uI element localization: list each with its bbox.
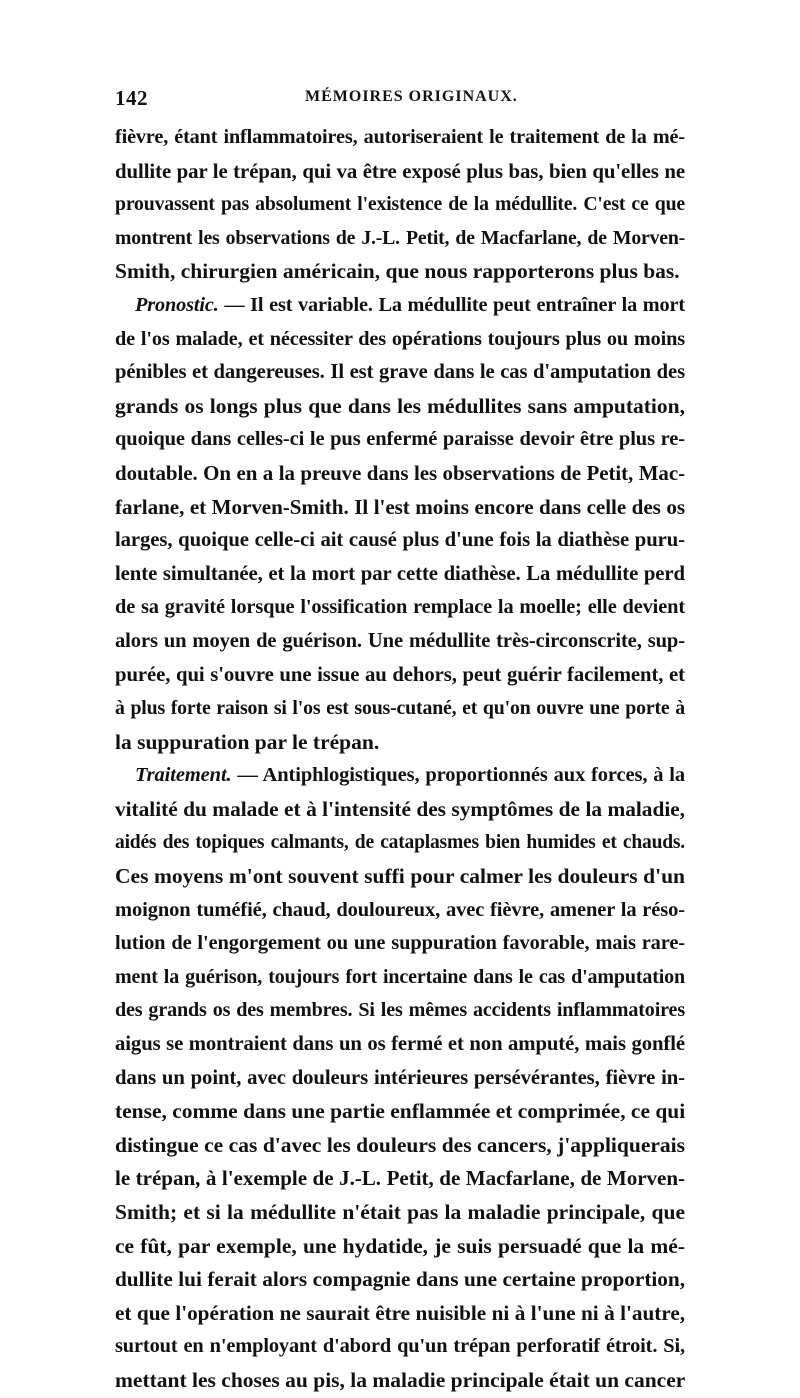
text-line: Ces moyens m'ont souvent suffi pour calmer les douleurs d'un <box>115 864 685 889</box>
text-line: des grands os des membres. Si les mêmes accidents inflammatoires <box>115 999 685 1022</box>
paragraph-traitement <box>115 759 685 1397</box>
page-header <box>115 86 685 116</box>
text-line: doutable. On en a la preuve dans les observations de Petit, Mac- <box>115 460 685 485</box>
text-line: quoique dans celles-ci le pus enfermé paraisse devoir être plus re- <box>115 428 685 451</box>
text-line: lution de l'engorgement ou une suppuration favorable, mais rare- <box>115 932 685 955</box>
text-line: vitalité du malade et à l'intensité des symptômes de la maladie, <box>115 796 685 821</box>
text-line: larges, quoique celle-ci ait causé plus d'une fois la diathèse puru- <box>115 529 685 552</box>
text-line: de l'os malade, et nécessiter des opérations toujours plus ou moins <box>115 327 685 350</box>
text-line: prouvassent pas absolument l'existence de la médullite. C'est ce que <box>115 193 685 216</box>
text-line: lente simultanée, et la mort par cette diathèse. La médullite perd <box>115 562 685 585</box>
text-line: grands os longs plus que dans les médullites sans amputation, <box>115 393 685 418</box>
text-line: Smith, chirurgien américain, que nous rapporterons plus bas. <box>115 259 680 284</box>
text-line: de sa gravité lorsque l'ossification remplace la moelle; elle devient <box>115 596 685 619</box>
text-line: le trépan, à l'exemple de J.-L. Petit, de Macfarlane, de Morven- <box>115 1166 685 1191</box>
text-line: farlane, et Morven-Smith. Il l'est moins encore dans celle des os <box>115 494 685 519</box>
text-line: Smith; et si la médullite n'était pas la maladie principale, que <box>115 1200 685 1224</box>
text-line: purée, qui s'ouvre une issue au dehors, peut guérir facilement, et <box>115 663 685 686</box>
text-line: pénibles et dangereuses. Il est grave dans le cas d'amputation des <box>115 361 685 384</box>
body-text <box>115 121 685 1398</box>
text-line: alors un moyen de guérison. Une médullite très-circonscrite, sup- <box>115 629 685 652</box>
section-title-traitement: Traitement. <box>135 764 232 787</box>
paragraph-pronostic <box>115 289 685 759</box>
text-line: surtout en n'employant d'abord qu'un trépan perforatif étroit. Si, <box>115 1335 685 1358</box>
text-line: dans un point, avec douleurs intérieures persévérantes, fièvre in- <box>115 1066 685 1089</box>
text-line: et que l'opération ne saurait être nuisible ni à l'une ni à l'autre, <box>115 1300 685 1325</box>
text-line-first <box>115 759 685 793</box>
text-line: montrent les observations de J.-L. Petit, de Macfarlane, de Morven- <box>115 226 685 249</box>
text-line: dullite lui ferait alors compagnie dans une certaine proportion, <box>115 1267 685 1292</box>
text-line: dullite par le trépan, qui va être exposé plus bas, bien qu'elles ne <box>115 158 685 183</box>
text-fragment: — Antiphlogistiques, proportionnés aux forces, à la <box>231 764 685 787</box>
text-line-first <box>115 289 685 323</box>
text-line: la suppuration par le trépan. <box>115 729 380 754</box>
paragraph-intro <box>115 121 685 289</box>
section-title-pronostic: Pronostic. <box>135 293 219 316</box>
page-number: 142 <box>115 86 148 110</box>
text-line: distingue ce cas d'avec les douleurs des cancers, j'appliquerais <box>115 1132 685 1157</box>
text-line: aigus se montraient dans un os fermé et non amputé, mais gonflé <box>115 1033 685 1056</box>
text-fragment: — Il est variable. La médullite peut entraîner la mort <box>218 293 685 316</box>
text-line: ment la guérison, toujours fort incertaine dans le cas d'amputation <box>115 965 685 988</box>
text-line: aidés des topiques calmants, de cataplasmes bien humides et chauds. <box>115 832 685 854</box>
text-line: ce fût, par exemple, une hydatide, je suis persuadé que la mé- <box>115 1233 685 1258</box>
running-head: MÉMOIRES ORIGINAUX. <box>305 88 518 105</box>
text-line: moignon tuméfié, chaud, douloureux, avec fièvre, amener la réso- <box>115 898 685 921</box>
text-line: tense, comme dans une partie enflammée et comprimée, ce qui <box>115 1099 686 1124</box>
text-line: à plus forte raison si l'os est sous-cutané, et qu'on ouvre une porte à <box>115 697 685 720</box>
text-line: fièvre, étant inflammatoires, autoriseraient le traitement de la mé- <box>115 126 685 148</box>
text-line: mettant les choses au pis, la maladie principale était un cancer <box>115 1367 686 1392</box>
